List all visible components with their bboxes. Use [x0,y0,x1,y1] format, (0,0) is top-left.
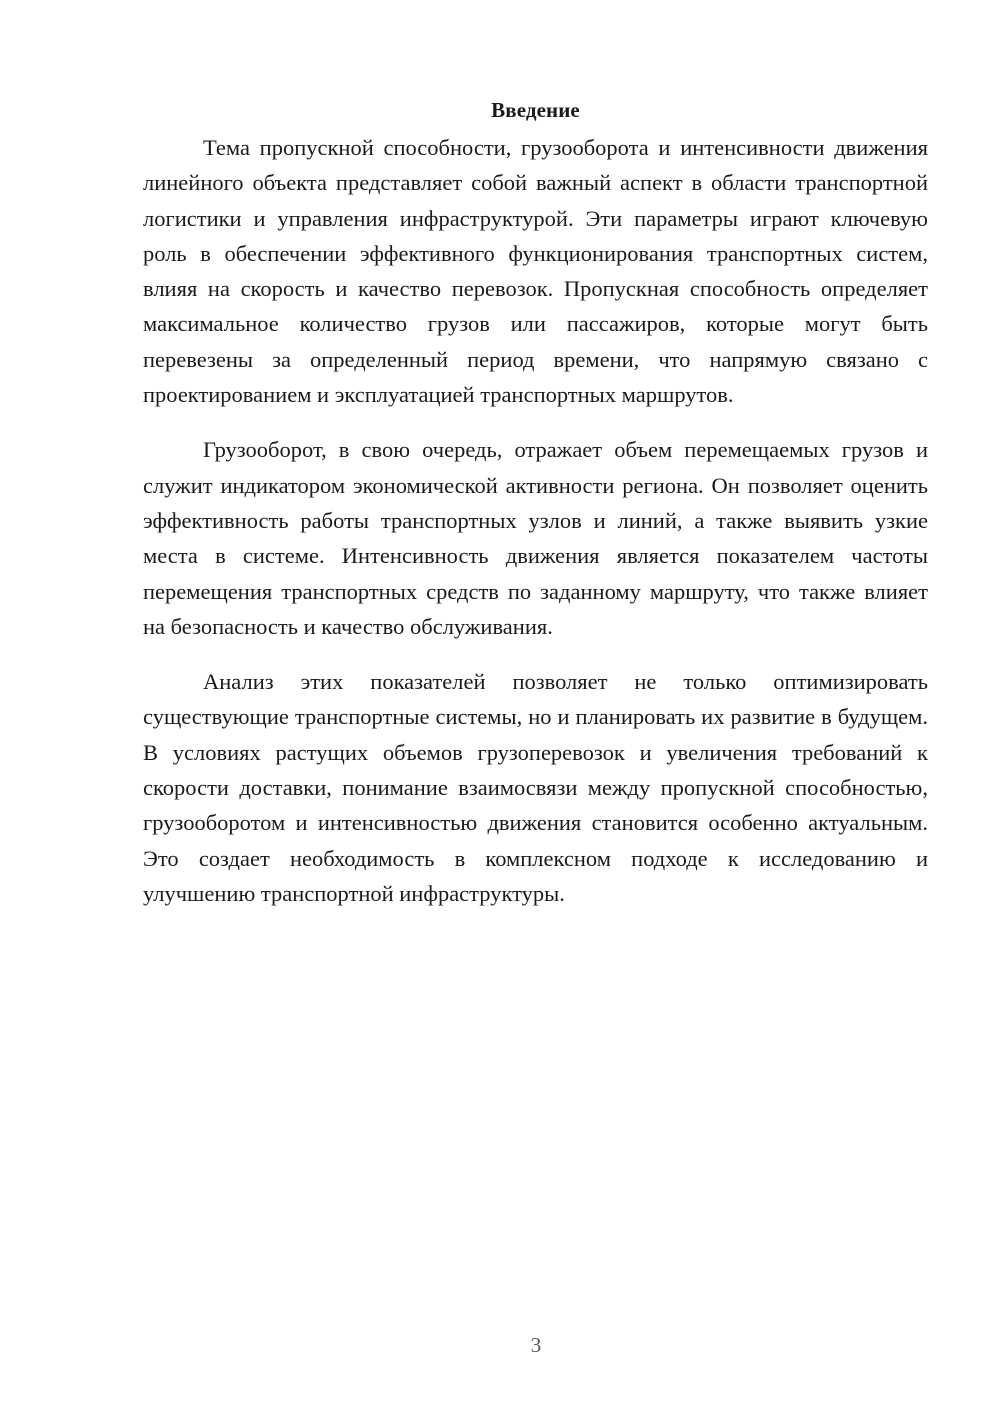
page-content [143,92,928,911]
paragraph: Грузооборот, в свою очередь, отражает объем перемещаемых грузов и служит индикатором экономической активности региона. Он позволяет оценить эффективность работы транспортных узлов и линий, а также выявить узкие места в системе. Интенсивность движения является показателем частоты перемещения транспортных средств по заданному маршруту, что также влияет на безопасность и качество обслуживания. [143,437,928,639]
section-heading: Введение [491,98,580,122]
paragraph: Анализ этих показателей позволяет не только оптимизировать существующие транспортные системы, но и планировать их развитие в будущем. В условиях растущих объемов грузоперевозок и увеличения требований к скорости доставки, понимание взаимосвязи между пропускной способностью, грузооборотом и интенсивностью движения становится особенно актуальным. Это создает необходимость в комплексном подходе к исследованию и улучшению транспортной инфраструктуры. [143,669,928,906]
paragraph: Тема пропускной способности, грузооборота и интенсивности движения линейного объекта представляет собой важный аспект в области транспортной логистики и управления инфраструктурой. Эти параметры играют ключевую роль в обеспечении эффективного функционирования транспортных систем, влияя на скорость и качество перевозок. Пропускная способность определяет максимальное количество грузов или пассажиров, которые могут быть перевезены за определенный период времени, что напрямую связано с проектированием и эксплуатацией транспортных маршрутов. [143,135,928,408]
page-number: 3 [530,1333,542,1357]
